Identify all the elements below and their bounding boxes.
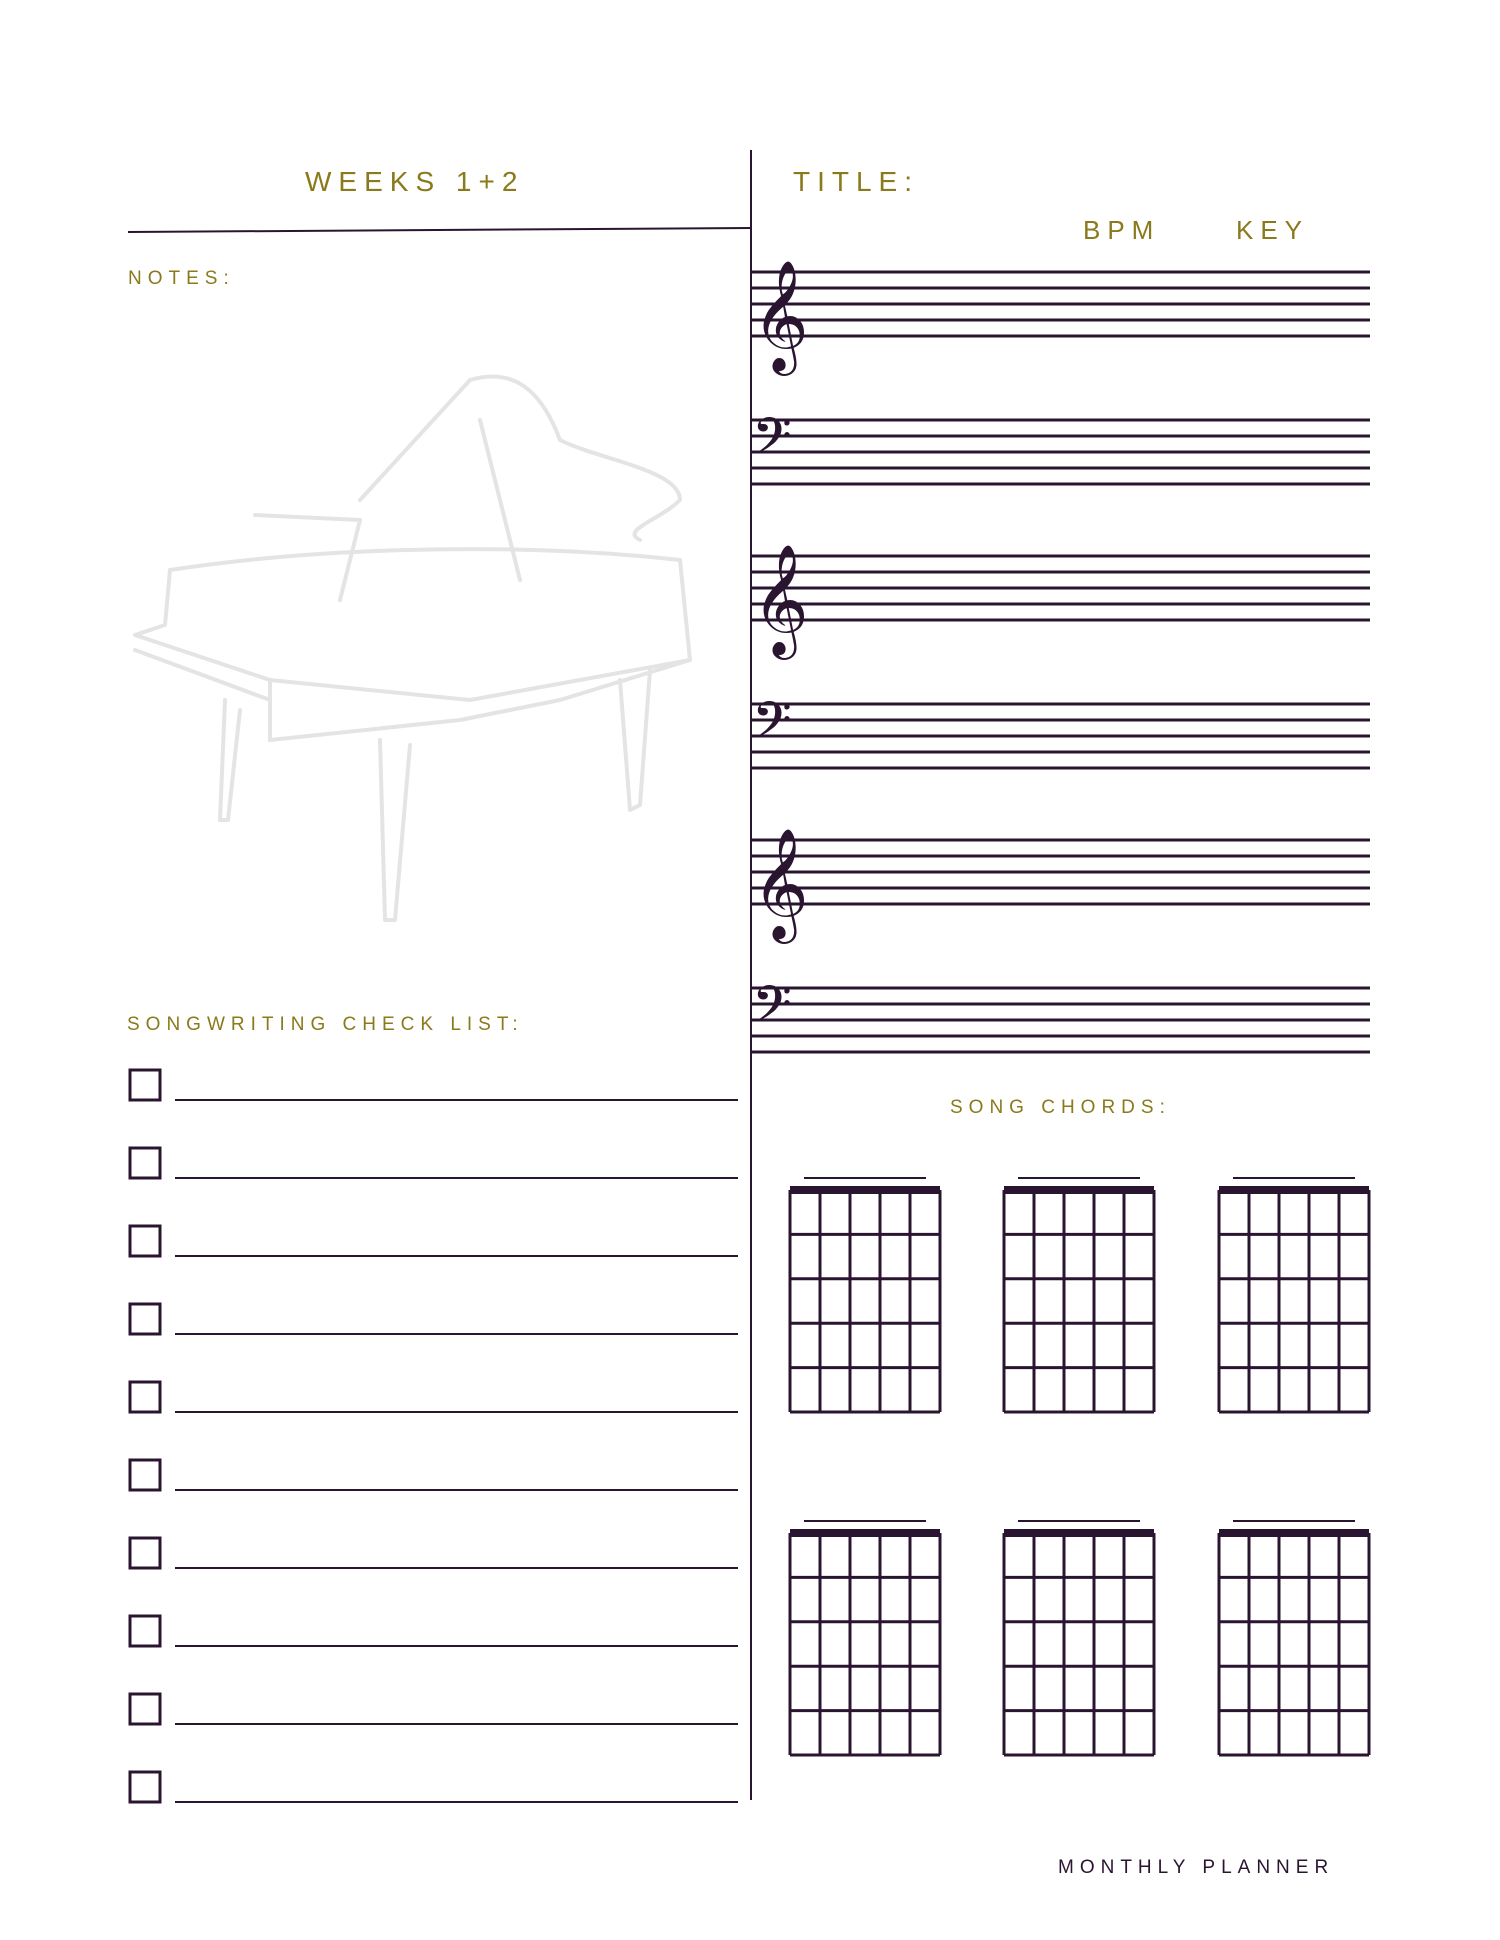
chord-nut: [1004, 1186, 1154, 1194]
footer-label: MONTHLY PLANNER: [1058, 1857, 1335, 1878]
grand-piano-icon: [135, 376, 690, 920]
treble-clef-icon: 𝄞: [752, 543, 809, 655]
bpm-label: BPM: [1083, 215, 1161, 245]
bass-clef-icon: 𝄢: [752, 690, 792, 763]
bass-staff[interactable]: [751, 406, 1370, 484]
checklist-item[interactable]: [130, 1772, 738, 1802]
checkbox[interactable]: [130, 1772, 160, 1802]
checkbox[interactable]: [130, 1070, 160, 1100]
chord-diagram[interactable]: [1004, 1521, 1154, 1755]
checklist-item[interactable]: [130, 1616, 738, 1646]
checklist-item[interactable]: [130, 1382, 738, 1412]
bass-clef-icon: 𝄢: [752, 406, 792, 479]
checklist-item[interactable]: [130, 1460, 738, 1490]
song-title-label: TITLE:: [793, 166, 920, 197]
checklist-item[interactable]: [130, 1304, 738, 1334]
chord-nut: [1219, 1186, 1369, 1194]
checkbox[interactable]: [130, 1226, 160, 1256]
song-chords-heading: SONG CHORDS:: [950, 1097, 1171, 1118]
checkbox[interactable]: [130, 1382, 160, 1412]
chord-nut: [790, 1529, 940, 1537]
bass-staff[interactable]: [751, 690, 1370, 768]
treble-staff[interactable]: [751, 543, 1370, 660]
chord-diagram[interactable]: [790, 1521, 940, 1755]
checkbox[interactable]: [130, 1538, 160, 1568]
treble-clef-icon: 𝄞: [752, 827, 809, 939]
music-staves: [751, 259, 1370, 1052]
checklist-heading: SONGWRITING CHECK LIST:: [127, 1014, 524, 1035]
checkbox[interactable]: [130, 1694, 160, 1724]
checkbox[interactable]: [130, 1304, 160, 1334]
bass-staff[interactable]: [751, 974, 1370, 1052]
chord-nut: [790, 1186, 940, 1194]
weeks-heading: WEEKS 1+2: [305, 166, 525, 197]
chord-diagram[interactable]: [1004, 1178, 1154, 1412]
checklist-item[interactable]: [130, 1694, 738, 1724]
notes-label: NOTES:: [128, 268, 235, 289]
chord-diagrams: [790, 1178, 1369, 1755]
checkbox[interactable]: [130, 1148, 160, 1178]
treble-staff[interactable]: [751, 827, 1370, 944]
treble-staff[interactable]: [751, 259, 1370, 376]
checklist-item[interactable]: [130, 1148, 738, 1178]
chord-nut: [1004, 1529, 1154, 1537]
key-label: KEY: [1236, 215, 1310, 245]
songwriting-checklist: [130, 1070, 738, 1802]
checklist-item[interactable]: [130, 1070, 738, 1100]
chord-diagram[interactable]: [1219, 1521, 1369, 1755]
checkbox[interactable]: [130, 1460, 160, 1490]
checklist-item[interactable]: [130, 1226, 738, 1256]
chord-diagram[interactable]: [790, 1178, 940, 1412]
chord-diagram[interactable]: [1219, 1178, 1369, 1412]
checklist-item[interactable]: [130, 1538, 738, 1568]
bass-clef-icon: 𝄢: [752, 974, 792, 1047]
chord-nut: [1219, 1529, 1369, 1537]
checkbox[interactable]: [130, 1616, 160, 1646]
treble-clef-icon: 𝄞: [752, 259, 809, 371]
